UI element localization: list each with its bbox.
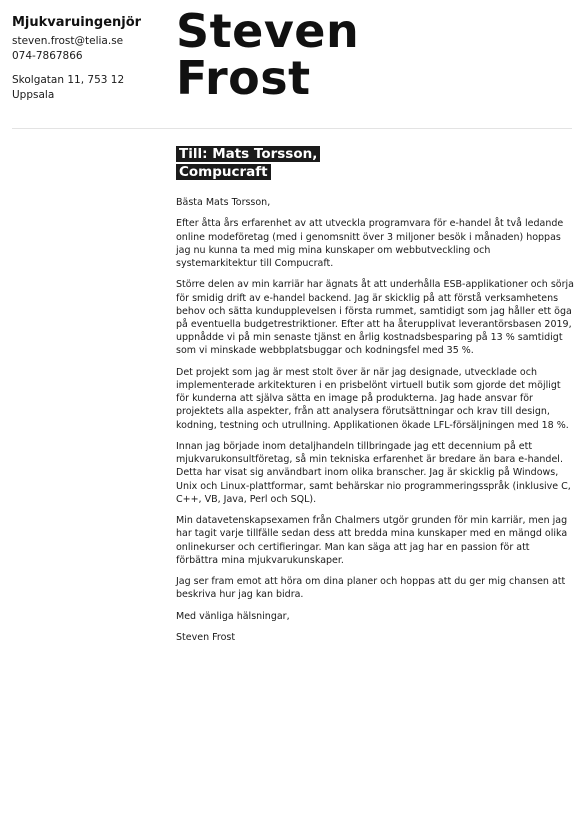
contact-block xyxy=(12,14,162,102)
first-name: Steven xyxy=(176,4,360,58)
paragraph: Jag ser fram emot att höra om dina planer och hoppas att du ger mig chansen att beskriva hur jag kan bidra. xyxy=(176,576,566,601)
paragraph: Det projekt som jag är mest stolt över är när jag designade, utvecklade och implementerade arkitekturen i en prisbelönt virtuell butik som gjorde det möjligt för kunderna att själva sätta en image på produkterna. Jag hade ansvar för projektets alla aspekter, från att analysera förutsättningar och krav till design, kodning, testning och utrullning. Applikationen ökade LFL-försäljningen med 18 %. xyxy=(176,366,569,431)
header-divider xyxy=(12,128,572,129)
email-text: steven.frost@telia.se xyxy=(12,35,124,47)
phone-text: 074-7867866 xyxy=(12,49,83,62)
recipient-line-1: Till: Mats Torsson, xyxy=(176,146,320,162)
paragraph: Min datavetenskapsexamen från Chalmers utgör grunden för min karriär, men jag har tagit varje tillfälle sedan dess att bredda mina kunskaper med en mängd olika onlinekurser och certifieringar. Man kan säga att jag har en passion för att förbättra mina mjukvarukunskaper. xyxy=(176,515,568,566)
contact-spacer xyxy=(12,63,162,73)
letter-body xyxy=(176,196,574,653)
recipient-line-2: Compucraft xyxy=(176,164,271,180)
paragraph: Större delen av min karriär har ägnats åt att underhålla ESB-applikationer och sörja för smidig drift av e-handel backend. Jag är skicklig på att förstå verksamhetens behov och sätta kundupplevelsen i första rummet, samtidigt som jag håller ett öga på eventuella budgetrestriktioner. Efter att ha återupplivat leverantörsbasen 2019, uppnådde vi på min senaste tjänst en årlig kostnadsbesparing på 13 % samtidigt som vi minskade webbplatsbuggar och kodningsfel med 35 %. xyxy=(176,279,574,357)
applicant-name xyxy=(176,4,556,105)
paragraph: Innan jag började inom detaljhandeln tillbringade jag ett decennium på ett mjukvarukonsultföretag, så min tekniska erfarenhet är bredare än bara e-handel. Detta har visat sig användbart inom olika branscher. Jag är skicklig på Windows, Unix och Linux-plattformar, samt behärskar nio programmeringsspråk (inklusive C, C++, VB, Java, Perl och SQL). xyxy=(176,441,571,505)
recipient-block xyxy=(176,145,416,181)
signature: Steven Frost xyxy=(176,632,236,644)
paragraph: Efter åtta års erfarenhet av att utveckla programvara för e-handel åt två ledande online modeföretag (med i genomsnitt över 3 miljoner besök i månaden) hoppas jag nu kunna ta med mig mina kunskaper om webbutveckling och systemarkitektur till Compucraft. xyxy=(176,218,564,269)
closing: Med vänliga hälsningar, xyxy=(176,610,290,622)
greeting: Bästa Mats Torsson, xyxy=(176,197,271,208)
last-name: Frost xyxy=(176,51,311,105)
job-title: Mjukvaruingenjör xyxy=(12,15,142,30)
address-text: Skolgatan 11, 753 12 Uppsala xyxy=(12,74,125,101)
